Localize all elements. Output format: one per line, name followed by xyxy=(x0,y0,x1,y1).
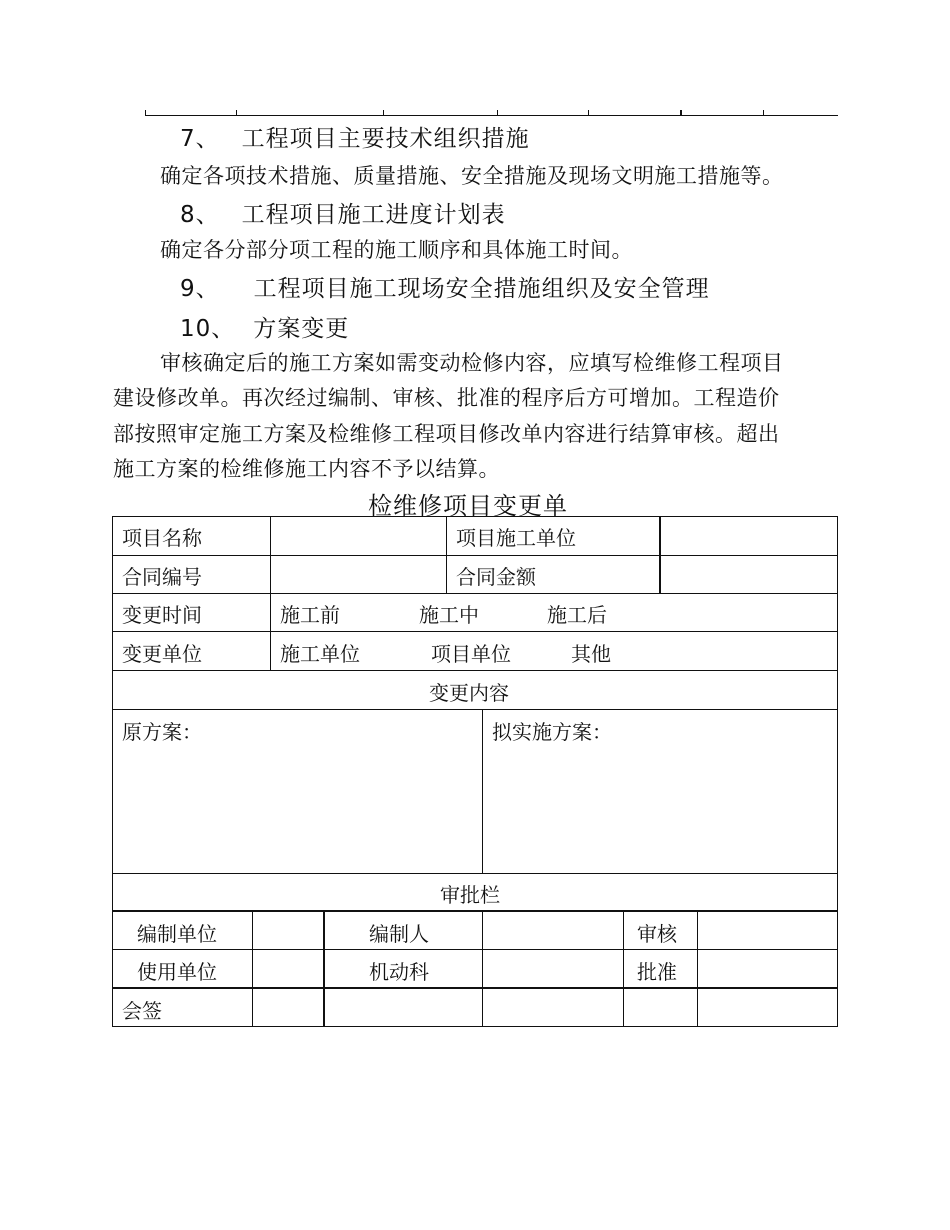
thick-rule xyxy=(659,516,661,594)
cell xyxy=(324,988,483,1027)
thick-rule xyxy=(323,911,325,1027)
top-table-tick xyxy=(383,110,384,116)
top-table-tick xyxy=(680,110,682,116)
cell xyxy=(482,949,624,989)
cell xyxy=(252,988,325,1027)
contract-amount-label: 合同金额 xyxy=(456,565,536,589)
proposed-plan-label: 拟实施方案： xyxy=(492,720,612,744)
section-title: 工程项目施工现场安全措施组织及安全管理 xyxy=(253,276,710,302)
unit-option-other: 其他 xyxy=(571,642,611,666)
project-unit-label: 项目施工单位 xyxy=(456,526,576,550)
project-name-label: 项目名称 xyxy=(122,526,202,550)
change-content-label: 变更内容 xyxy=(429,681,509,705)
top-table-tick xyxy=(145,110,146,116)
section-10-heading xyxy=(180,310,349,343)
contract-no-label: 合同编号 xyxy=(122,565,202,589)
change-time-label: 变更时间 xyxy=(122,603,202,627)
thick-rule xyxy=(112,987,838,989)
review-label: 审核 xyxy=(637,922,677,946)
cell xyxy=(623,988,698,1027)
section-8-heading xyxy=(180,196,506,229)
cell xyxy=(660,555,838,594)
section-7-text: 确定各项技术措施、质量措施、安全措施及现场文明施工措施等。 xyxy=(160,164,784,188)
cell xyxy=(252,911,325,950)
countersign-label: 会签 xyxy=(122,999,162,1023)
section-title: 工程项目施工进度计划表 xyxy=(241,202,506,228)
cell xyxy=(270,555,447,594)
original-plan-label: 原方案： xyxy=(122,720,202,744)
time-option-after: 施工后 xyxy=(547,603,607,627)
unit-option-construction: 施工单位 xyxy=(280,642,360,666)
thick-rule xyxy=(112,910,838,912)
section-10-line-1: 审核确定后的施工方案如需变动检修内容，应填写检维修工程项目 xyxy=(160,351,784,375)
time-option-before: 施工前 xyxy=(280,603,340,627)
user-unit-label: 使用单位 xyxy=(137,960,217,984)
section-10-line-2: 建设修改单。再次经过编制、审核、批准的程序后方可增加。工程造价 xyxy=(113,386,780,410)
top-table-tick xyxy=(763,110,764,116)
prep-unit-label: 编制单位 xyxy=(137,922,217,946)
form-title: 检维修项目变更单 xyxy=(368,492,568,520)
time-option-during: 施工中 xyxy=(419,603,479,627)
top-table-tick xyxy=(497,110,498,116)
section-7-heading xyxy=(180,120,530,153)
approval-label: 审批栏 xyxy=(440,883,500,907)
section-number: 9、 xyxy=(180,276,220,302)
top-table-tick xyxy=(588,110,589,116)
cell xyxy=(270,516,447,556)
cell xyxy=(697,988,838,1027)
cell xyxy=(697,949,838,989)
section-title: 工程项目主要技术组织措施 xyxy=(241,126,530,152)
cell xyxy=(660,516,838,556)
top-table-border xyxy=(145,115,838,116)
change-unit-label: 变更单位 xyxy=(122,642,202,666)
unit-option-project: 项目单位 xyxy=(431,642,511,666)
top-table-tick xyxy=(236,110,237,116)
cell xyxy=(482,988,624,1027)
section-title: 方案变更 xyxy=(253,316,350,342)
approve-label: 批准 xyxy=(637,960,677,984)
section-8-text: 确定各分部分项工程的施工顺序和具体施工时间。 xyxy=(160,238,633,262)
section-10-line-4: 施工方案的检维修施工内容不予以结算。 xyxy=(113,457,500,481)
section-number: 7、 xyxy=(180,126,220,152)
preparer-label: 编制人 xyxy=(369,922,429,946)
section-number: 8、 xyxy=(180,202,220,228)
section-9-heading xyxy=(180,270,710,303)
section-number: 10、 xyxy=(180,316,236,342)
mech-dept-label: 机动科 xyxy=(369,960,429,984)
section-10-line-3: 部按照审定施工方案及检维修工程项目修改单内容进行结算审核。超出 xyxy=(113,422,780,446)
cell xyxy=(482,911,624,950)
cell xyxy=(252,949,325,989)
cell xyxy=(697,911,838,950)
